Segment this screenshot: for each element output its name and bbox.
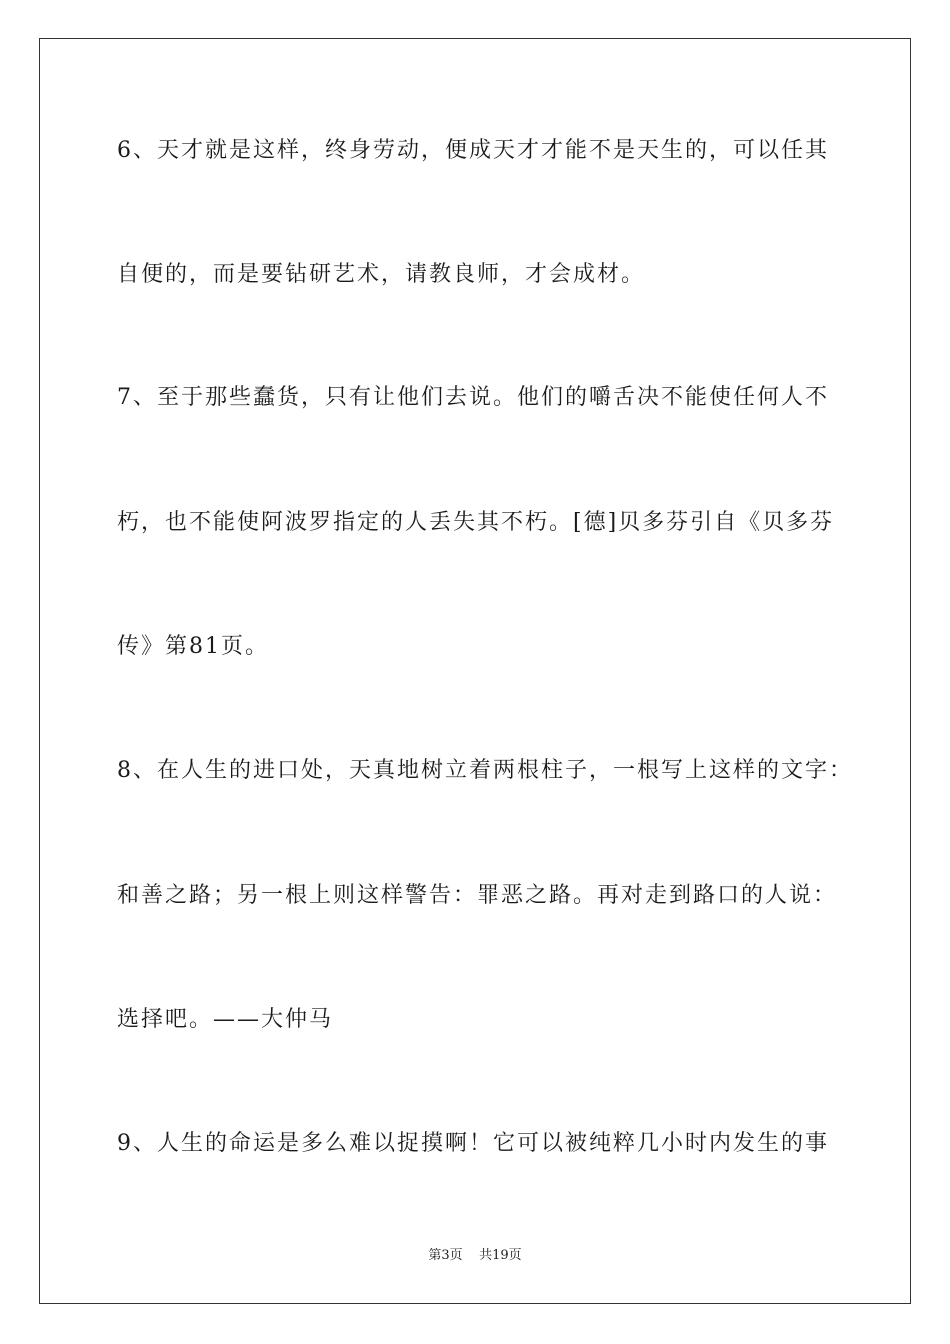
text-line: 8、在人生的进口处，天真地树立着两根柱子，一根写上这样的文字： (117, 758, 853, 783)
text-line: 7、至于那些蠢货，只有让他们去说。他们的嚼舌决不能使任何人不 (117, 385, 829, 410)
text-line: 6、天才就是这样，终身劳动，便成天才才能不是天生的，可以任其 (117, 138, 829, 163)
text-line: 和善之路；另一根上则这样警告：罪恶之路。再对走到路口的人说： (117, 883, 838, 908)
page-border (39, 38, 911, 1304)
text-line: 传》第81页。 (117, 634, 269, 659)
text-line: 选择吧。——大仲马 (117, 1007, 334, 1032)
text-line: 自便的，而是要钻研艺术，请教良师，才会成材。 (117, 262, 646, 287)
text-line: 9、人生的命运是多么难以捉摸啊！它可以被纯粹几小时内发生的事 (117, 1131, 829, 1156)
page-number-footer: 第3页 共19页 (428, 1248, 522, 1263)
text-line: 朽，也不能使阿波罗指定的人丢失其不朽。[德]贝多芬引自《贝多芬 (117, 510, 835, 535)
